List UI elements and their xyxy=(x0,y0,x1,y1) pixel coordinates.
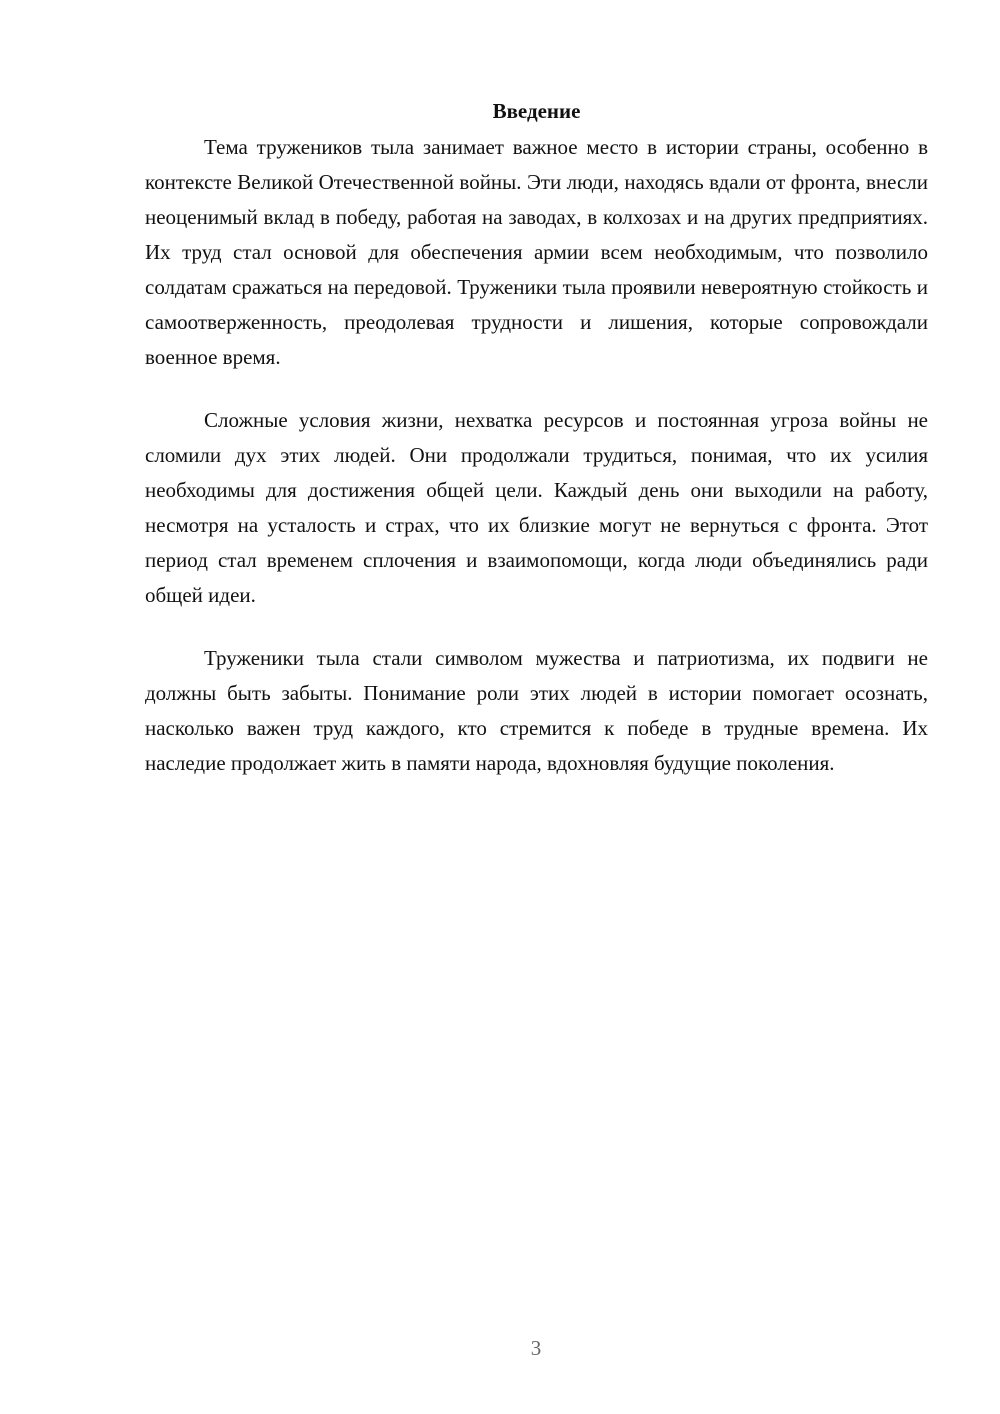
paragraph-2: Сложные условия жизни, нехватка ресурсов и постоянная угроза войны не сломили дух этих людей. Они продолжали трудиться, понимая, что их усилия необходимы для достижения общей цели. Каждый день они выходили на работу, несмотря на усталость и страх, что их близкие могут не вернуться с фронта. Этот период стал временем сплочения и взаимопомощи, когда люди объединялись ради общей идеи. xyxy=(145,408,928,607)
page-number: 3 xyxy=(530,1336,542,1360)
paragraph-1: Тема тружеников тыла занимает важное место в истории страны, особенно в контексте Великой Отечественной войны. Эти люди, находясь вдали от фронта, внесли неоценимый вклад в победу, работая на заводах, в колхозах и на других предприятиях. Их труд стал основой для обеспечения армии всем необходимым, что позволило солдатам сражаться на передовой. Труженики тыла проявили невероятную стойкость и самоотверженность, преодолевая трудности и лишения, которые сопровождали военное время. xyxy=(145,135,928,369)
paragraph-3: Труженики тыла стали символом мужества и патриотизма, их подвиги не должны быть забыты. Понимание роли этих людей в истории помогает осознать, насколько важен труд каждого, кто стремится к победе в трудные времена. Их наследие продолжает жить в памяти народа, вдохновляя будущие поколения. xyxy=(145,646,928,775)
page-content xyxy=(145,96,928,809)
section-heading: Введение xyxy=(492,99,581,123)
